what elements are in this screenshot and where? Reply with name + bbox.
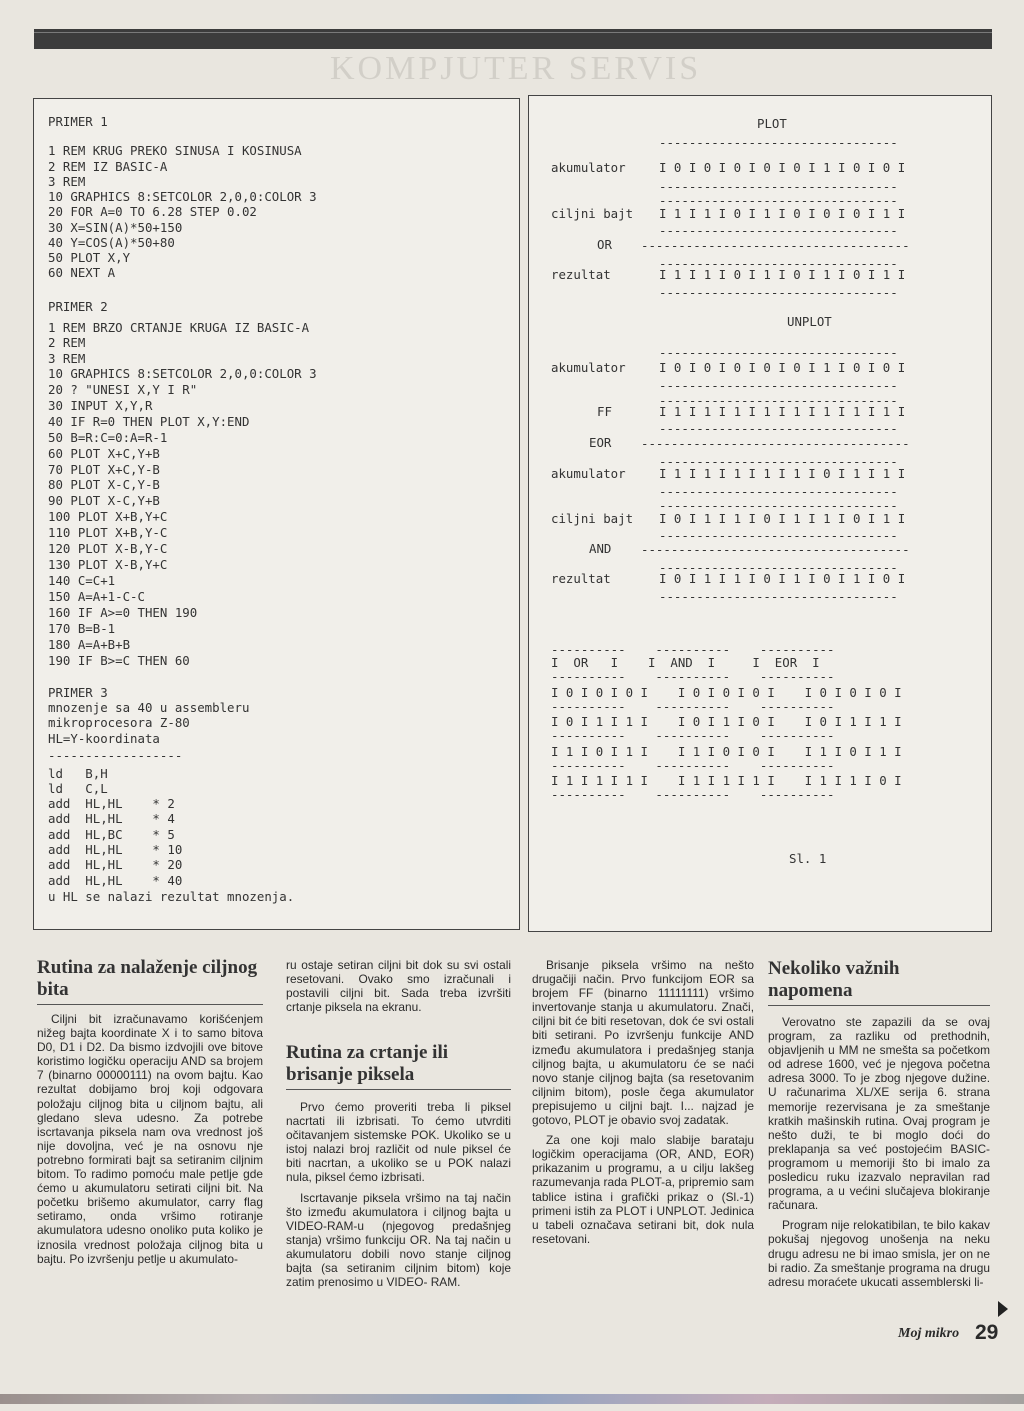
code-line: 10 GRAPHICS 8:SETCOLOR 2,0,0:COLOR 3	[48, 366, 317, 381]
figure-line: rezultat	[551, 571, 611, 586]
heading-ciljni-bit: Rutina za nalaženje ciljnog bita	[37, 957, 258, 1000]
figure-line: AND	[589, 541, 612, 556]
top-banner-bar	[34, 29, 992, 49]
code-line: add HL,HL * 40	[48, 873, 183, 888]
column-4-text	[768, 1015, 990, 1295]
paragraph: Iscrtavanje piksela vršimo na taj način što između akumulatora i ciljnog bajta u VIDEO-RAM-u (njegovog predašnjeg stanja) vršimo funkciju OR. Na taj način u akumulatoru dobili novo stanje ciljnog bajta (sa setiranim ciljnim bitom) koje zatim prenosimo u VIDEO- RAM.	[286, 1190, 511, 1290]
code-line: 60 NEXT A	[48, 265, 116, 280]
figure-line: OR	[597, 237, 612, 252]
page-number: 29	[975, 1321, 999, 1344]
code-line: 30 X=SIN(A)*50+150	[48, 220, 183, 235]
figure-line: --------------------------------	[659, 393, 898, 408]
paragraph: Prvo ćemo proveriti treba li piksel nacrtati ili izbrisati. To ćemo utvrditi očitavanjem sistemske POK. Ukoliko se u istoj nalazi broj različit od nule piksel će biti nacrtan, a ukoliko se u POK nalazi nula, piksel ćemo izbrisati.	[286, 1100, 511, 1185]
figure-line: I 1 I 0 I 1 I I 1 I 0 I 0 I I 1 I 0 I 1 I	[551, 744, 902, 759]
code-line: 130 PLOT X-B,Y+C	[48, 557, 168, 572]
figure-line: --------------------------------	[659, 560, 898, 575]
figure-line: ------------------------------------	[641, 238, 910, 253]
code-line: add HL,HL * 10	[48, 842, 183, 857]
figure-line: --------------------------------	[659, 179, 898, 194]
code-line: mikroprocesora Z-80	[48, 715, 190, 730]
code-line: 40 Y=COS(A)*50+80	[48, 235, 175, 250]
code-line: add HL,HL * 20	[48, 857, 183, 872]
code-line: 3 REM	[48, 351, 86, 366]
magazine-name: Moj mikro	[898, 1326, 960, 1341]
heading-napomena: Nekoliko važnih napomena	[768, 958, 900, 1001]
code-line: 1 REM KRUG PREKO SINUSA I KOSINUSA	[48, 143, 302, 158]
figure-line: --------------------------------	[659, 528, 898, 543]
paragraph: Program nije relokatibilan, te bilo kakav pokušaj njegovog unošenja na neku drugu adresu ne bi imao smisla, jer on ne bi radio. Za smeštanje programa na drugu adresu moraćete ukucati assemblerski li-	[768, 1218, 990, 1289]
bottom-color-strip	[0, 1394, 1024, 1404]
figure-line: ---------- ---------- ----------	[551, 787, 835, 802]
figure-line: I 0 I 0 I 0 I 0 I 0 I 1 I 0 I 0 I	[659, 160, 906, 175]
paragraph: Brisanje piksela vršimo na nešto drugačiji način. Prvo funkcijom EOR sa brojem FF (binarno 11111111) vršimo invertovanje stanja u akumulatoru. Znači, ciljni bit će biti resetovan, dok će svi ostali biti setirani. Po izvršenju funkcije AND između akumulatora i predašnjeg stanja ciljnog bajta, u akumulatoru će se naći novo stanje ciljnog bajta (sa resetovanim ciljnim bitom), posle čega akumulator prepisujemo u ciljni bajt. I... najzad je gotovo, PLOT je obavio svoj zadatak.	[532, 958, 754, 1128]
heading-rule	[768, 1005, 990, 1006]
heading-rule	[37, 1004, 263, 1005]
figure-line: EOR	[589, 435, 612, 450]
code-line: 3 REM	[48, 174, 86, 189]
code-line: 40 IF R=0 THEN PLOT X,Y:END	[48, 414, 250, 429]
figure-line: --------------------------------	[659, 223, 898, 238]
code-listing-box	[33, 98, 520, 930]
paragraph: Verovatno ste zapazili da se ovaj program, za razliku od prethodnih, objavljenih u MM ne smešta sa početkom od adrese 1600, već je njegova početna adresa 3000. To je zbog njegove dužine. U računarima XL/XE serija 6. strana memorije rezervisana je za smeštanje kratkih mašinskih rutina. Ovaj program je nešto duži, te bi moglo doći do preklapanja sa već postojećim BASIC-programom u memoriji što bi imalo za posledicu ruku izazvalo nepravilan rad programa, a u većini slučajeva blokiranje računara.	[768, 1015, 990, 1213]
paragraph: ru ostaje setiran ciljni bit dok su svi ostali resetovani. Ovako smo izračunali i postavili ciljni bit. Sada treba izvršiti crtanje piksela na ekranu.	[286, 958, 511, 1015]
figure-line: ---------- ---------- ----------	[551, 728, 835, 743]
code-line: mnozenje sa 40 u assembleru	[48, 700, 250, 715]
code-line: PRIMER 2	[48, 299, 108, 314]
code-line: 160 IF A>=0 THEN 190	[48, 605, 198, 620]
code-line: add HL,HL * 4	[48, 811, 175, 826]
figure-line: I 0 I 0 I 0 I I 0 I 0 I 0 I I 0 I 0 I 0 I	[551, 685, 902, 700]
figure-line: I 0 I 0 I 0 I 0 I 0 I 1 I 0 I 0 I	[659, 360, 906, 375]
paragraph: Ciljni bit izračunavamo korišćenjem nižeg bajta koordinate X i to samo bitova D0, D1 i D2. Da bismo izdvojili ove bitove koristimo logičku operaciju AND sa brojem 7 (binarno 00000111) na ovom bajtu. Kao rezultat dobijamo broj koji odgovara položaju ciljnog bita u ciljnom bajtu, ali gledano sleva udesno. Za potrebe iscrtavanja piksela nam ova vrednost još nije dovoljna, već je na osnovu nje potrebno formirati bajt sa setiranim ciljnim bitom. To radimo pomoću male petlje gde ćemo u akumulatoru setirati ciljni bit. Na početku brišemo akumulator, carry flag setiramo, onda vršimo rotiranje akumulatora udesno onoliko puta koliko je iznosila vrednost položaja ciljnog bita u bajtu. Po izvršenju petlje u akumulato-	[37, 1012, 263, 1266]
code-line: 70 PLOT X+C,Y-B	[48, 462, 160, 477]
figure-line: ---------- ---------- ----------	[551, 669, 835, 684]
figure-line: I 0 I 1 I 1 I 0 I 1 I 0 I 1 I 0 I	[659, 571, 906, 586]
figure-line: I 1 I 1 I 0 I 1 I 0 I 0 I 0 I 1 I	[659, 206, 906, 221]
figure-line: PLOT	[757, 116, 787, 131]
code-line: 2 REM IZ BASIC-A	[48, 159, 168, 174]
code-line: 20 FOR A=0 TO 6.28 STEP 0.02	[48, 204, 257, 219]
bleed-through-text: KOMPJUTER SERVIS	[330, 50, 702, 87]
code-line: add HL,BC * 5	[48, 827, 175, 842]
code-line: 100 PLOT X+B,Y+C	[48, 509, 168, 524]
column-2-text	[286, 1100, 511, 1295]
code-line: 150 A=A+1-C-C	[48, 589, 145, 604]
figure-line: --------------------------------	[659, 589, 898, 604]
code-line: 80 PLOT X-C,Y-B	[48, 477, 160, 492]
figure-line: akumulator	[551, 360, 626, 375]
figure-line: ---------- ---------- ----------	[551, 642, 835, 657]
figure-line: --------------------------------	[659, 484, 898, 499]
figure-line: --------------------------------	[659, 285, 898, 300]
code-line: 50 B=R:C=0:A=R-1	[48, 430, 168, 445]
code-line: HL=Y-koordinata	[48, 731, 160, 746]
code-line: PRIMER 3	[48, 685, 108, 700]
figure-line: ciljni bajt	[551, 511, 634, 526]
figure-line: I 1 I 1 I 1 I 1 I 1 I 1 I 1 I 1 I	[659, 404, 906, 419]
code-line: 170 B=B-1	[48, 621, 116, 636]
figure-line: --------------------------------	[659, 256, 898, 271]
code-line: 50 PLOT X,Y	[48, 250, 131, 265]
code-line: 110 PLOT X+B,Y-C	[48, 525, 168, 540]
figure-line: --------------------------------	[659, 345, 898, 360]
figure-line: ciljni bajt	[551, 206, 634, 221]
code-line: ------------------	[48, 748, 183, 763]
code-line: add HL,HL * 2	[48, 796, 175, 811]
code-line: 20 ? "UNESI X,Y I R"	[48, 382, 198, 397]
code-line: 120 PLOT X-B,Y-C	[48, 541, 168, 556]
figure-line: --------------------------------	[659, 378, 898, 393]
code-line: ld B,H	[48, 766, 108, 781]
column-3-text	[532, 958, 754, 1252]
code-line: 10 GRAPHICS 8:SETCOLOR 2,0,0:COLOR 3	[48, 189, 317, 204]
code-line: 1 REM BRZO CRTANJE KRUGA IZ BASIC-A	[48, 320, 310, 335]
figure-line: --------------------------------	[659, 135, 898, 150]
paragraph: Za one koji malo slabije barataju logičkim operacijama (OR, AND, EOR) prikazanim u programu, a u cilju lakšeg razumevanja rada PLOT-a, pripremio sam tablice istina i grafički prikaz o (Sl.-1) primeni istih za PLOT i UNPLOT. Jedinica u tabeli označava setirani bit, dok nula resetovani.	[532, 1133, 754, 1246]
column-1-text	[37, 1012, 263, 1272]
code-line: u HL se nalazi rezultat mnozenja.	[48, 889, 295, 904]
figure-line: --------------------------------	[659, 454, 898, 469]
figure-line: I 0 I 1 I 1 I 0 I 1 I 1 I 0 I 1 I	[659, 511, 906, 526]
column-2-top-text	[286, 958, 511, 1020]
code-line: 180 A=A+B+B	[48, 637, 131, 652]
figure-line: I 0 I 1 I 1 I I 0 I 1 I 0 I I 0 I 1 I 1 I	[551, 714, 902, 729]
figure-line: I OR I I AND I I EOR I	[551, 655, 820, 670]
figure-line: akumulator	[551, 160, 626, 175]
code-line: 140 C=C+1	[48, 573, 116, 588]
figure-line: UNPLOT	[787, 314, 832, 329]
code-line: ld C,L	[48, 781, 108, 796]
code-line: 30 INPUT X,Y,R	[48, 398, 153, 413]
figure-sl1-box	[528, 95, 992, 932]
code-line: 2 REM	[48, 335, 86, 350]
continue-arrow-icon	[998, 1301, 1008, 1317]
heading-rule	[286, 1089, 511, 1090]
code-line: 90 PLOT X-C,Y+B	[48, 493, 160, 508]
figure-line: I 1 I 1 I 1 I 1 I 1 I 0 I 1 I 1 I	[659, 466, 906, 481]
figure-line: FF	[597, 404, 612, 419]
figure-line: akumulator	[551, 466, 626, 481]
figure-line: ------------------------------------	[641, 436, 910, 451]
figure-line: ------------------------------------	[641, 542, 910, 557]
figure-line: Sl. 1	[789, 851, 827, 866]
figure-line: I 1 I 1 I 1 I I 1 I 1 I 1 I I 1 I 1 I 0 I	[551, 773, 902, 788]
figure-line: rezultat	[551, 267, 611, 282]
code-line: 190 IF B>=C THEN 60	[48, 653, 190, 668]
figure-line: --------------------------------	[659, 498, 898, 513]
figure-line: ---------- ---------- ----------	[551, 758, 835, 773]
figure-line: I 1 I 1 I 0 I 1 I 0 I 1 I 0 I 1 I	[659, 267, 906, 282]
figure-line: --------------------------------	[659, 193, 898, 208]
figure-line: --------------------------------	[659, 421, 898, 436]
code-line: PRIMER 1	[48, 114, 108, 129]
heading-crtanje-piksela: Rutina za crtanje ili brisanje piksela	[286, 1042, 449, 1085]
figure-line: ---------- ---------- ----------	[551, 699, 835, 714]
code-line: 60 PLOT X+C,Y+B	[48, 446, 160, 461]
